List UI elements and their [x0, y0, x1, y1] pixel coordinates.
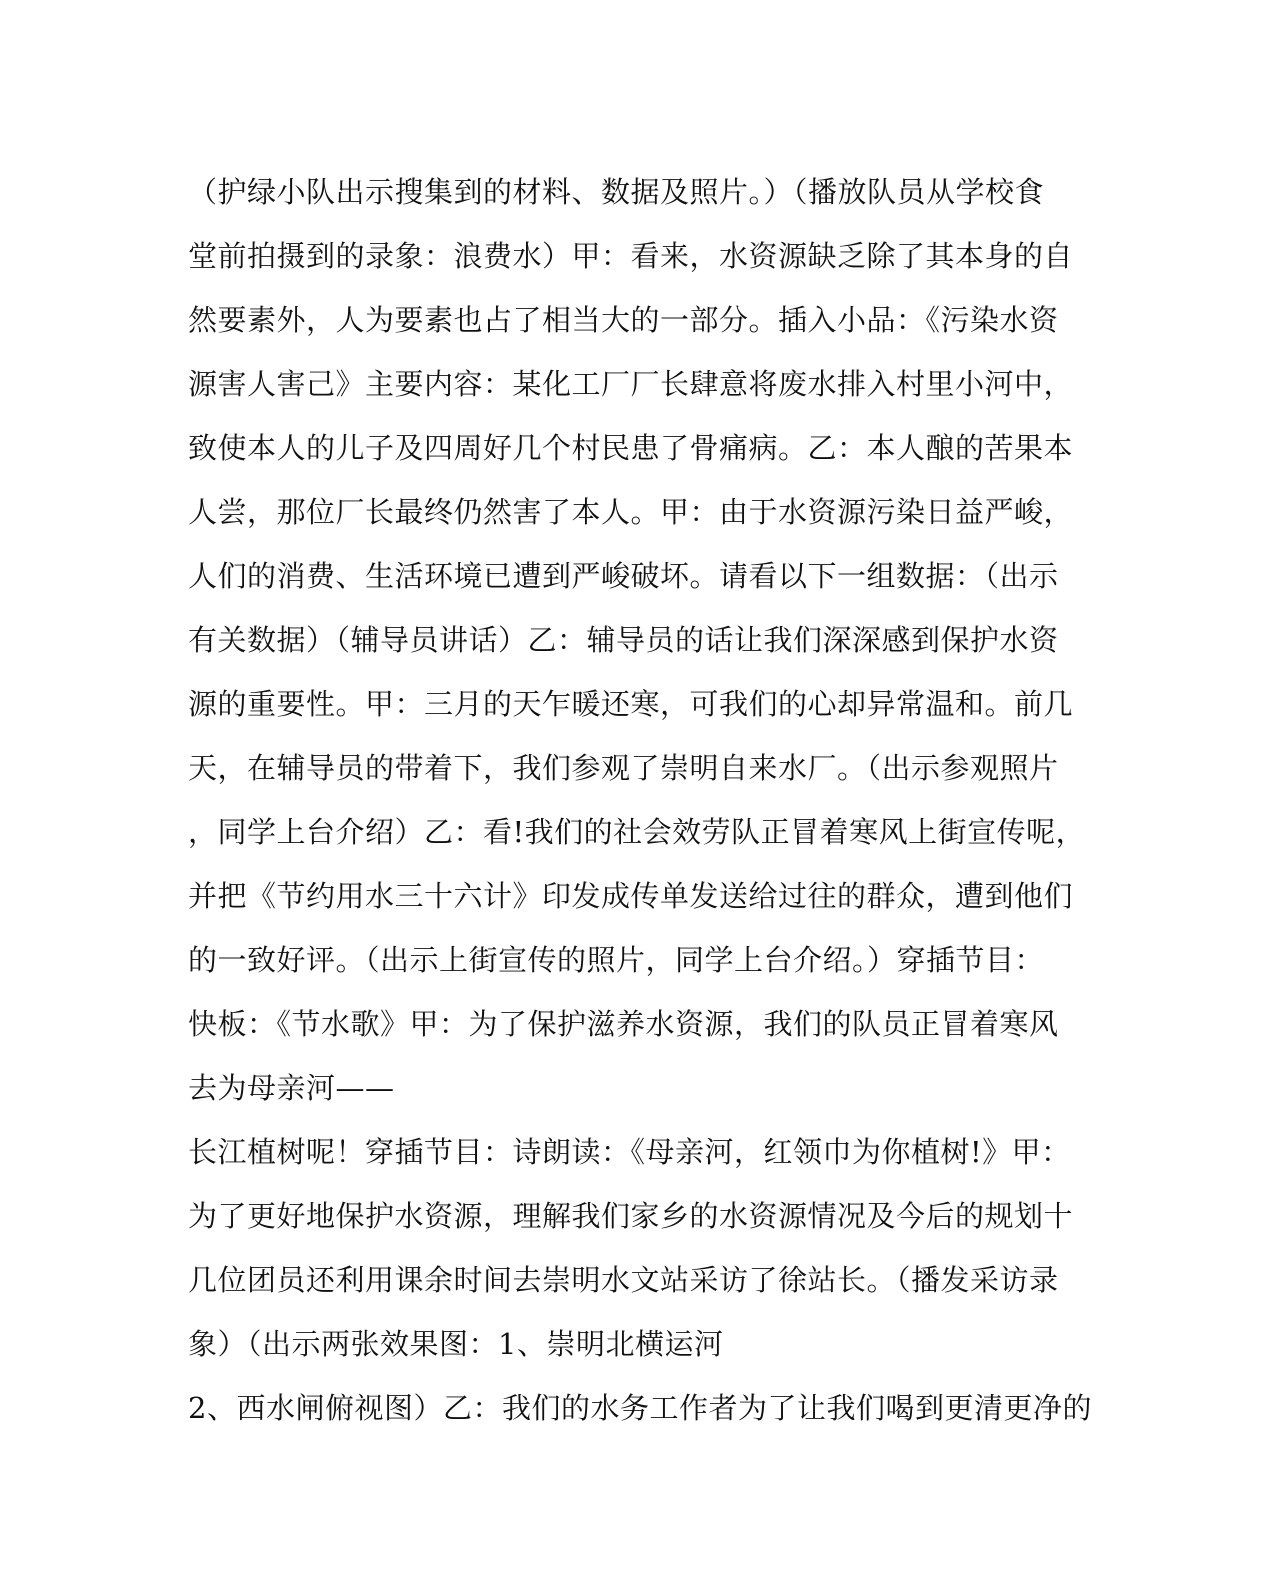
- text-line: 源的重要性。甲：三月的天乍暖还寒，可我们的心却异常温和。前几: [188, 687, 1074, 721]
- text-line: 然要素外，人为要素也占了相当大的一部分。插入小品：《污染水资: [188, 303, 1059, 337]
- text-line: 的一致好评。（出示上街宣传的照片，同学上台介绍。）穿插节目：: [188, 943, 1045, 977]
- text-line: 人尝，那位厂长最终仍然害了本人。甲：由于水资源污染日益严峻，: [188, 495, 1074, 529]
- text-line: 快板：《节水歌》甲：为了保护滋养水资源，我们的队员正冒着寒风: [188, 1007, 1059, 1041]
- text-line: 长江植树呢！穿插节目：诗朗读：《母亲河，红领巾为你植树!》甲：: [188, 1135, 1071, 1169]
- text-line: 堂前拍摄到的录象：浪费水）甲：看来，水资源缺乏除了其本身的自: [188, 239, 1074, 273]
- text-line: 致使本人的儿子及四周好几个村民患了骨痛病。乙：本人酿的苦果本: [188, 431, 1074, 465]
- text-line: 天，在辅导员的带着下，我们参观了崇明自来水厂。（出示参观照片: [188, 751, 1059, 785]
- text-line: 为了更好地保护水资源，理解我们家乡的水资源情况及今后的规划十: [188, 1199, 1074, 1233]
- text-line: 象）（出示两张效果图：1、崇明北横运河: [188, 1327, 724, 1361]
- text-line: 几位团员还利用课余时间去崇明水文站采访了徐站长。（播发采访录: [188, 1263, 1059, 1297]
- body-text: [188, 160, 1092, 1440]
- text-line: （护绿小队出示搜集到的材料、数据及照片。）（播放队员从学校食: [188, 175, 1045, 209]
- text-line: ，同学上台介绍）乙：看!我们的社会效劳队正冒着寒风上街宣传呢，: [188, 815, 1086, 849]
- text-line: 源害人害己》主要内容：某化工厂厂长肆意将废水排入村里小河中，: [188, 367, 1074, 401]
- text-line: 去为母亲河——: [188, 1071, 395, 1105]
- text-line: 有关数据）（辅导员讲话）乙：辅导员的话让我们深深感到保护水资: [188, 623, 1059, 657]
- text-line: 并把《节约用水三十六计》印发成传单发送给过往的群众，遭到他们: [188, 879, 1074, 913]
- text-line: 人们的消费、生活环境已遭到严峻破坏。请看以下一组数据：（出示: [188, 559, 1059, 593]
- text-line: 2、西水闸俯视图）乙：我们的水务工作者为了让我们喝到更清更净的: [188, 1391, 1092, 1425]
